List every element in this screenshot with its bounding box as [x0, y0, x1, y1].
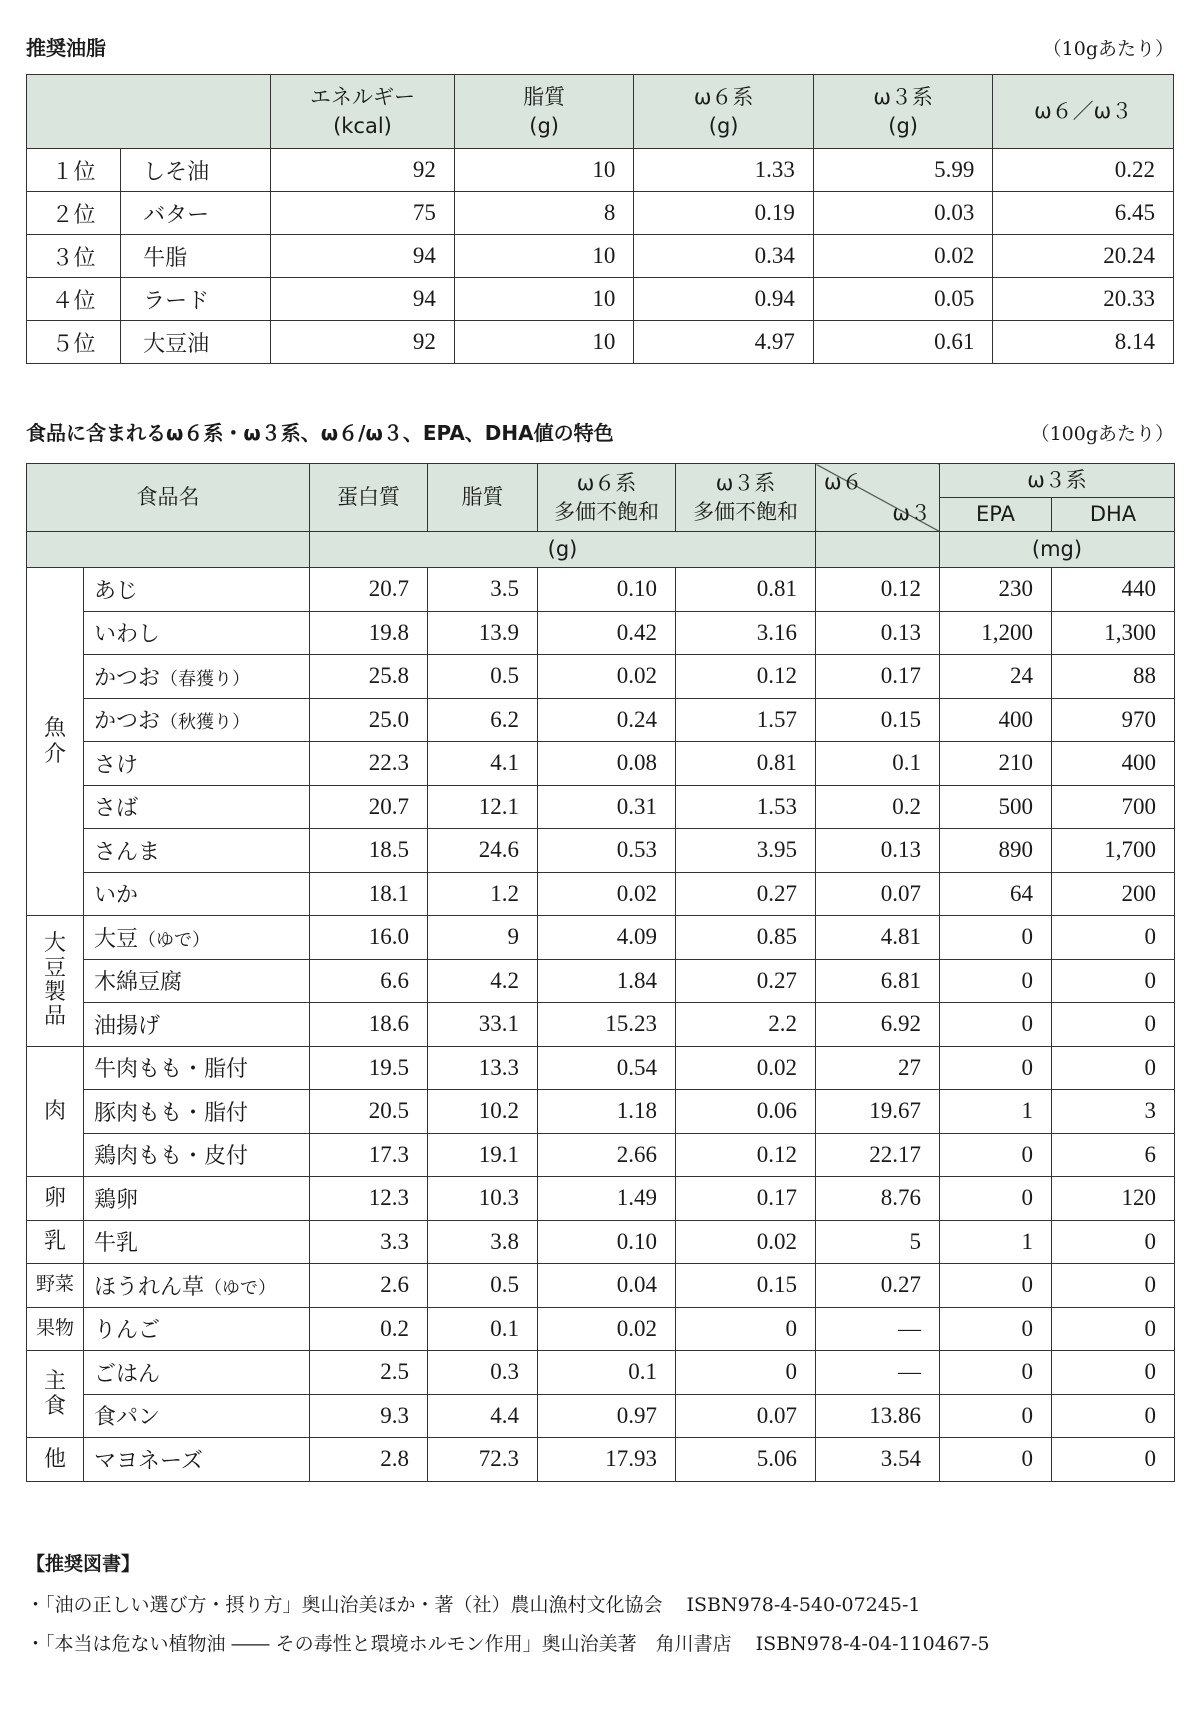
value-cell: 75 — [271, 192, 455, 235]
value-cell: 0 — [940, 1351, 1052, 1395]
category-cell: 大 豆 製 品 — [27, 916, 84, 1047]
food-note: （ゆで） — [204, 1277, 277, 1299]
value-cell: 4.09 — [538, 916, 676, 960]
value-cell: 0.31 — [538, 785, 676, 829]
value-cell: 16.0 — [310, 916, 428, 960]
food-name-cell: さんま — [84, 829, 310, 873]
value-cell: 210 — [940, 742, 1052, 786]
value-cell: 22.3 — [310, 742, 428, 786]
value-cell: 0.02 — [538, 872, 676, 916]
food-name-cell: さば — [84, 785, 310, 829]
value-cell: 0.06 — [676, 1090, 816, 1134]
value-cell: 5 — [816, 1220, 940, 1264]
value-cell: 970 — [1052, 698, 1175, 742]
food-note: （ゆで） — [138, 929, 211, 951]
value-cell: 12.1 — [428, 785, 538, 829]
value-cell: 0.54 — [538, 1046, 676, 1090]
value-cell: 0.12 — [676, 1133, 816, 1177]
value-cell: 0 — [1052, 1220, 1175, 1264]
value-cell: 3 — [1052, 1090, 1175, 1134]
value-cell: 1.33 — [634, 149, 813, 192]
value-cell: 0.42 — [538, 611, 676, 655]
value-cell: 20.7 — [310, 568, 428, 612]
value-cell: 22.17 — [816, 1133, 940, 1177]
table-row — [27, 1177, 1175, 1221]
food-note: （秋獲り） — [160, 712, 251, 734]
table-row — [27, 655, 1175, 699]
table-row — [27, 872, 1175, 916]
value-cell: 13.86 — [816, 1394, 940, 1438]
references — [26, 1549, 1176, 1668]
table-row — [27, 568, 1175, 612]
table-row — [27, 1394, 1175, 1438]
value-cell: 6.2 — [428, 698, 538, 742]
value-cell: 1.49 — [538, 1177, 676, 1221]
value-cell: 890 — [940, 829, 1052, 873]
value-cell: 17.3 — [310, 1133, 428, 1177]
value-cell: 0 — [1052, 1394, 1175, 1438]
header-epa: EPA — [940, 498, 1052, 532]
value-cell: 9 — [428, 916, 538, 960]
value-cell: 0.13 — [816, 829, 940, 873]
value-cell: 10 — [454, 235, 633, 278]
category-cell: 肉 — [27, 1046, 84, 1177]
food-name-cell: ほうれん草（ゆで） — [84, 1264, 310, 1308]
rank-cell: ３位 — [27, 235, 121, 278]
food-note: （春獲り） — [160, 668, 251, 690]
value-cell: 1,200 — [940, 611, 1052, 655]
value-cell: 0 — [1052, 959, 1175, 1003]
value-cell: 6.45 — [993, 192, 1174, 235]
value-cell: 2.8 — [310, 1438, 428, 1482]
food-name-cell: いわし — [84, 611, 310, 655]
value-cell: 20.7 — [310, 785, 428, 829]
food-name-cell: あじ — [84, 568, 310, 612]
value-cell: 2.5 — [310, 1351, 428, 1395]
value-cell: 0 — [1052, 1264, 1175, 1308]
value-cell: 0.34 — [634, 235, 813, 278]
food-name-cell: りんご — [84, 1307, 310, 1351]
food-name-cell: さけ — [84, 742, 310, 786]
value-cell: 24.6 — [428, 829, 538, 873]
header-ratio — [816, 464, 940, 532]
header-unit-mg: (mg) — [940, 532, 1175, 568]
corner-header — [27, 75, 271, 149]
value-cell: 10 — [454, 321, 633, 364]
value-cell: 0.27 — [816, 1264, 940, 1308]
value-cell: 1 — [940, 1090, 1052, 1134]
rank-cell: ４位 — [27, 278, 121, 321]
value-cell: 4.97 — [634, 321, 813, 364]
food-name-cell: 鶏卵 — [84, 1177, 310, 1221]
value-cell: 4.2 — [428, 959, 538, 1003]
value-cell: 92 — [271, 149, 455, 192]
reference-item — [26, 1590, 1176, 1617]
value-cell: 0.10 — [538, 568, 676, 612]
table-row — [27, 785, 1175, 829]
header-fat: 脂質 — [428, 464, 538, 532]
oil-name-cell: バター — [121, 192, 271, 235]
value-cell: 0 — [1052, 1307, 1175, 1351]
value-cell: 3.5 — [428, 568, 538, 612]
category-cell: 野菜 — [27, 1264, 84, 1308]
table-row — [27, 742, 1175, 786]
oil-name-cell: ラード — [121, 278, 271, 321]
value-cell: 4.1 — [428, 742, 538, 786]
value-cell: 3.95 — [676, 829, 816, 873]
food-name-cell: ごはん — [84, 1351, 310, 1395]
food-name-cell: かつお（春獲り） — [84, 655, 310, 699]
value-cell: 0.15 — [816, 698, 940, 742]
value-cell: 0.02 — [676, 1220, 816, 1264]
table-row — [27, 959, 1175, 1003]
value-cell: 9.3 — [310, 1394, 428, 1438]
value-cell: 120 — [1052, 1177, 1175, 1221]
table-row — [27, 829, 1175, 873]
value-cell: 0.1 — [538, 1351, 676, 1395]
food-name-cell: 鶏肉もも・皮付 — [84, 1133, 310, 1177]
value-cell: 0.22 — [993, 149, 1174, 192]
value-cell: 2.2 — [676, 1003, 816, 1047]
value-cell: 5.99 — [813, 149, 992, 192]
header-unit-blank — [27, 532, 310, 568]
value-cell: 0.04 — [538, 1264, 676, 1308]
value-cell: 0 — [940, 1264, 1052, 1308]
value-cell: 0.1 — [428, 1307, 538, 1351]
table-row — [27, 235, 1174, 278]
value-cell: 0.07 — [816, 872, 940, 916]
value-cell: 3.16 — [676, 611, 816, 655]
value-cell: 3.54 — [816, 1438, 940, 1482]
value-cell: 10.3 — [428, 1177, 538, 1221]
value-cell: 440 — [1052, 568, 1175, 612]
value-cell: 0 — [940, 1133, 1052, 1177]
value-cell: 33.1 — [428, 1003, 538, 1047]
value-cell: 0.03 — [813, 192, 992, 235]
section1-title: 推奨油脂 — [26, 36, 106, 60]
oil-name-cell: 大豆油 — [121, 321, 271, 364]
value-cell: 0.61 — [813, 321, 992, 364]
value-cell: 18.6 — [310, 1003, 428, 1047]
value-cell: 1,300 — [1052, 611, 1175, 655]
value-cell: 0.08 — [538, 742, 676, 786]
value-cell: 19.1 — [428, 1133, 538, 1177]
header-unit-blank2 — [816, 532, 940, 568]
value-cell: 24 — [940, 655, 1052, 699]
header-ratio: ω６／ω３ — [993, 75, 1174, 149]
value-cell: 0.5 — [428, 1264, 538, 1308]
food-name-cell: 牛乳 — [84, 1220, 310, 1264]
value-cell: 1.53 — [676, 785, 816, 829]
value-cell: 13.9 — [428, 611, 538, 655]
value-cell: 0 — [1052, 1351, 1175, 1395]
value-cell: 1.2 — [428, 872, 538, 916]
value-cell: 400 — [1052, 742, 1175, 786]
table-row — [27, 1351, 1175, 1395]
value-cell: 0 — [940, 1046, 1052, 1090]
value-cell: 1,700 — [1052, 829, 1175, 873]
value-cell: 0.17 — [816, 655, 940, 699]
header-unit-g: (g) — [310, 532, 816, 568]
value-cell: 0.05 — [813, 278, 992, 321]
header-fat: 脂質 (g) — [454, 75, 633, 149]
food-fatty-acid-table — [26, 463, 1175, 1482]
category-cell: 乳 — [27, 1220, 84, 1264]
header-omega3-group: ω３系 — [940, 464, 1175, 498]
value-cell: 0 — [940, 916, 1052, 960]
oil-name-cell: 牛脂 — [121, 235, 271, 278]
value-cell: 0.3 — [428, 1351, 538, 1395]
food-name-cell: 豚肉もも・脂付 — [84, 1090, 310, 1134]
value-cell: 17.93 — [538, 1438, 676, 1482]
value-cell: 0.07 — [676, 1394, 816, 1438]
value-cell: 0 — [676, 1307, 816, 1351]
value-cell: 94 — [271, 235, 455, 278]
food-name-cell: 大豆（ゆで） — [84, 916, 310, 960]
value-cell: 13.3 — [428, 1046, 538, 1090]
value-cell: 18.1 — [310, 872, 428, 916]
value-cell: 0.85 — [676, 916, 816, 960]
value-cell: 6.92 — [816, 1003, 940, 1047]
value-cell: 20.5 — [310, 1090, 428, 1134]
value-cell: 0.81 — [676, 568, 816, 612]
references-title: 【推奨図書】 — [26, 1553, 141, 1575]
value-cell: 5.06 — [676, 1438, 816, 1482]
value-cell: 0 — [1052, 1003, 1175, 1047]
value-cell: 0 — [940, 1394, 1052, 1438]
reference-isbn: ISBN978-4-540-07245-1 — [686, 1594, 921, 1616]
value-cell: 0 — [940, 1307, 1052, 1351]
value-cell: 0.2 — [310, 1307, 428, 1351]
value-cell: 0.94 — [634, 278, 813, 321]
value-cell: 230 — [940, 568, 1052, 612]
rank-cell: １位 — [27, 149, 121, 192]
table-row — [27, 1264, 1175, 1308]
value-cell: 0.13 — [816, 611, 940, 655]
section1-unit: （10gあたり） — [1042, 38, 1174, 60]
value-cell: 0 — [940, 1003, 1052, 1047]
value-cell: 25.0 — [310, 698, 428, 742]
value-cell: 19.8 — [310, 611, 428, 655]
value-cell: 10.2 — [428, 1090, 538, 1134]
table-row — [27, 321, 1174, 364]
value-cell: 0.27 — [676, 959, 816, 1003]
value-cell: 0 — [940, 959, 1052, 1003]
recommended-oils-table — [26, 74, 1174, 364]
section2-unit: （100gあたり） — [1030, 423, 1174, 445]
value-cell: 0 — [1052, 1046, 1175, 1090]
value-cell: 12.3 — [310, 1177, 428, 1221]
table-row — [27, 192, 1174, 235]
value-cell: 0.27 — [676, 872, 816, 916]
value-cell: 0.15 — [676, 1264, 816, 1308]
header-omega3-pufa: ω３系 多価不飽和 — [676, 464, 816, 532]
value-cell: 1.84 — [538, 959, 676, 1003]
food-name-cell: 牛肉もも・脂付 — [84, 1046, 310, 1090]
value-cell: 0.10 — [538, 1220, 676, 1264]
value-cell: 0.02 — [538, 655, 676, 699]
value-cell: 0.53 — [538, 829, 676, 873]
header-dha: DHA — [1052, 498, 1175, 532]
category-cell: 魚 介 — [27, 568, 84, 916]
food-name-cell: マヨネーズ — [84, 1438, 310, 1482]
value-cell: 19.5 — [310, 1046, 428, 1090]
value-cell: 0.24 — [538, 698, 676, 742]
value-cell: 0.81 — [676, 742, 816, 786]
value-cell: 6.6 — [310, 959, 428, 1003]
food-name-cell: 木綿豆腐 — [84, 959, 310, 1003]
table-row — [27, 149, 1174, 192]
value-cell: 2.66 — [538, 1133, 676, 1177]
value-cell: 500 — [940, 785, 1052, 829]
header-omega6: ω６系 (g) — [634, 75, 813, 149]
value-cell: 4.4 — [428, 1394, 538, 1438]
value-cell: 8.76 — [816, 1177, 940, 1221]
value-cell: — — [816, 1351, 940, 1395]
value-cell: 88 — [1052, 655, 1175, 699]
food-name-cell: かつお（秋獲り） — [84, 698, 310, 742]
header-protein: 蛋白質 — [310, 464, 428, 532]
value-cell: 200 — [1052, 872, 1175, 916]
value-cell: 0 — [940, 1177, 1052, 1221]
value-cell: 1.57 — [676, 698, 816, 742]
rank-cell: ２位 — [27, 192, 121, 235]
value-cell: 0.17 — [676, 1177, 816, 1221]
value-cell: 0.12 — [816, 568, 940, 612]
value-cell: 0 — [676, 1351, 816, 1395]
value-cell: 92 — [271, 321, 455, 364]
reference-isbn: ISBN978-4-04-110467-5 — [755, 1633, 990, 1655]
table-row — [27, 1090, 1175, 1134]
value-cell: 20.24 — [993, 235, 1174, 278]
ratio-numerator: ω６ — [824, 470, 863, 494]
value-cell: 3.8 — [428, 1220, 538, 1264]
value-cell: 0.19 — [634, 192, 813, 235]
value-cell: 8.14 — [993, 321, 1174, 364]
category-cell: 他 — [27, 1438, 84, 1482]
header-omega6-pufa: ω６系 多価不飽和 — [538, 464, 676, 532]
value-cell: 18.5 — [310, 829, 428, 873]
value-cell: 15.23 — [538, 1003, 676, 1047]
value-cell: 94 — [271, 278, 455, 321]
value-cell: 0.12 — [676, 655, 816, 699]
value-cell: 6.81 — [816, 959, 940, 1003]
value-cell: 0.1 — [816, 742, 940, 786]
value-cell: 2.6 — [310, 1264, 428, 1308]
section1-title-row — [26, 32, 1174, 61]
table-row — [27, 1046, 1175, 1090]
oil-name-cell: しそ油 — [121, 149, 271, 192]
value-cell: 3.3 — [310, 1220, 428, 1264]
value-cell: 0 — [1052, 916, 1175, 960]
value-cell: 1 — [940, 1220, 1052, 1264]
rank-cell: ５位 — [27, 321, 121, 364]
value-cell: 4.81 — [816, 916, 940, 960]
category-cell: 卵 — [27, 1177, 84, 1221]
value-cell: 1.18 — [538, 1090, 676, 1134]
value-cell: 0.02 — [813, 235, 992, 278]
header-food-name: 食品名 — [27, 464, 310, 532]
value-cell: 0 — [1052, 1438, 1175, 1482]
value-cell: — — [816, 1307, 940, 1351]
reference-text: ・「本当は危ない植物油 ―― その毒性と環境ホルモン作用」奥山治美著 角川書店 — [26, 1633, 732, 1655]
header-energy: エネルギー (kcal) — [271, 75, 455, 149]
header-omega3: ω３系 (g) — [813, 75, 992, 149]
value-cell: 19.67 — [816, 1090, 940, 1134]
value-cell: 0.97 — [538, 1394, 676, 1438]
section2-title-row — [26, 417, 1174, 446]
value-cell: 72.3 — [428, 1438, 538, 1482]
value-cell: 700 — [1052, 785, 1175, 829]
value-cell: 25.8 — [310, 655, 428, 699]
value-cell: 64 — [940, 872, 1052, 916]
value-cell: 0.02 — [676, 1046, 816, 1090]
table-row — [27, 611, 1175, 655]
value-cell: 0.02 — [538, 1307, 676, 1351]
value-cell: 400 — [940, 698, 1052, 742]
value-cell: 20.33 — [993, 278, 1174, 321]
value-cell: 0.2 — [816, 785, 940, 829]
food-name-cell: いか — [84, 872, 310, 916]
ratio-denominator: ω３ — [892, 500, 931, 525]
table-row — [27, 1220, 1175, 1264]
food-name-cell: 油揚げ — [84, 1003, 310, 1047]
value-cell: 27 — [816, 1046, 940, 1090]
reference-text: ・「油の正しい選び方・摂り方」奥山治美ほか・著（社）農山漁村文化協会 — [26, 1594, 663, 1616]
value-cell: 8 — [454, 192, 633, 235]
section2-title: 食品に含まれるω６系・ω３系、ω６/ω３、EPA、DHA値の特色 — [26, 421, 614, 445]
table-row — [27, 278, 1174, 321]
table-row — [27, 1307, 1175, 1351]
table-row — [27, 916, 1175, 960]
value-cell: 0.5 — [428, 655, 538, 699]
table-row — [27, 1133, 1175, 1177]
reference-item — [26, 1629, 1176, 1656]
value-cell: 0 — [940, 1438, 1052, 1482]
value-cell: 10 — [454, 278, 633, 321]
value-cell: 10 — [454, 149, 633, 192]
category-cell: 主 食 — [27, 1351, 84, 1438]
food-name-cell: 食パン — [84, 1394, 310, 1438]
value-cell: 6 — [1052, 1133, 1175, 1177]
category-cell: 果物 — [27, 1307, 84, 1351]
table-row — [27, 1438, 1175, 1482]
table-row — [27, 1003, 1175, 1047]
table-row — [27, 698, 1175, 742]
